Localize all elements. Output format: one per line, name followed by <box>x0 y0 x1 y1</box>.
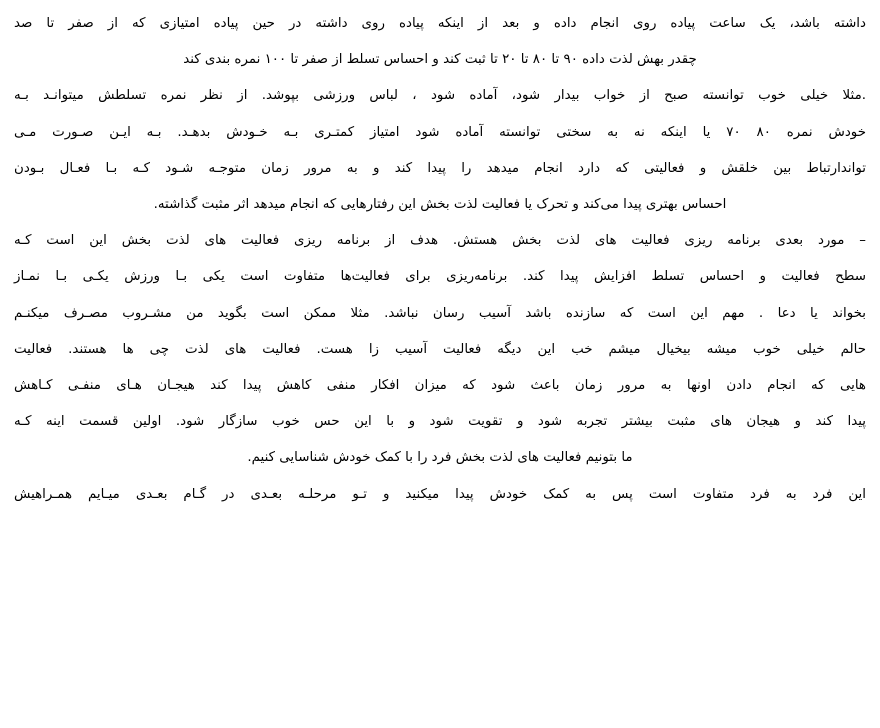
text-line: پیدا کند و هیجان های مثبت بیشتر تجربه شود و تقویت شود و با این حس خوب سازگار شود. اولین قسمت اینه کـه <box>14 414 866 430</box>
text-line: داشته باشد، یک ساعت پیاده روی انجام داده و بعد از اینکه پیاده روی داشته در حین پیاده امتیازی که از صفر تا صد <box>14 16 866 31</box>
text-line: تواندارتباط بین خلقش و فعالیتی که دارد انجام میدهد را پیدا کند و به مرور زمان متوجـه شـود کـه بـا فعـال بـودن <box>14 160 866 176</box>
text-line: هایی که انجام دادن اونها به مرور زمان باعث شود که میزان افکار منفی کاهش پیدا کند هیجـان هـای منفـی کـاهش <box>14 378 866 394</box>
text-line: بخواند یا دعا . مهم این است که سازنده باشد آسیب رسان نباشد. مثلا ممکن است بگوید من مشـروب مصـرف میکنـم <box>14 305 866 321</box>
text-line: حالم خیلی خوب میشه بیخیال میشم خب این دیگه فعالیت آسیب زا هست. فعالیت های لذت چی ها هستند. فعالیت <box>14 341 866 357</box>
paragraph-4 <box>14 477 866 513</box>
text-line: چقدر بهش لذت داده ۹۰ تا ۸۰ تا ۲۰ تا ثبت کند و احساس تسلط از صفر تا ۱۰۰ نمره بندی کند <box>183 52 697 68</box>
text-line: – مورد بعدی برنامه ریزی فعالیت های لذت بخش هستش. هدف از برنامه ریزی فعالیت های لذت بخش این است کـه <box>14 233 866 249</box>
text-line: سطح فعالیت و احساس تسلط افزایش پیدا کند. برنامه‌ریزی برای فعالیت‌ها متفاوت است یکی بـا ورزش یکـی بـا نمـاز <box>14 269 866 285</box>
text-line: احساس بهتری پیدا می‌کند و تحرک یا فعالیت لذت بخش این رفتارهایی که انجام میدهد اثر مثبت گذاشته. <box>153 197 727 213</box>
text-line: این فرد به فرد متفاوت است پس به کمک خودش پیدا میکنید و تـو مرحلـه بعـدی در گـام بعـدی میـایم همـراهیش <box>14 486 866 502</box>
text-line: خودش نمره ۸۰ ۷۰ یا اینکه نه به سختی توانسته آماده شود امتیاز کمتـری بـه خـودش بدهـد. بـه ایـن صـورت مـی <box>14 124 866 140</box>
paragraph-3 <box>14 223 866 476</box>
text-line: .مثلا خیلی خوب توانسته صبح از خواب بیدار شود، آماده شود ، لباس ورزشی بپوشد. از نظر نمره تسلطش میتوانـد بـه <box>14 88 866 104</box>
text-line: ما بتونیم فعالیت های لذت بخش فرد را با کمک خودش شناسایی کنیم. <box>247 450 633 466</box>
paragraph-1 <box>14 6 866 78</box>
paragraph-2 <box>14 78 866 223</box>
